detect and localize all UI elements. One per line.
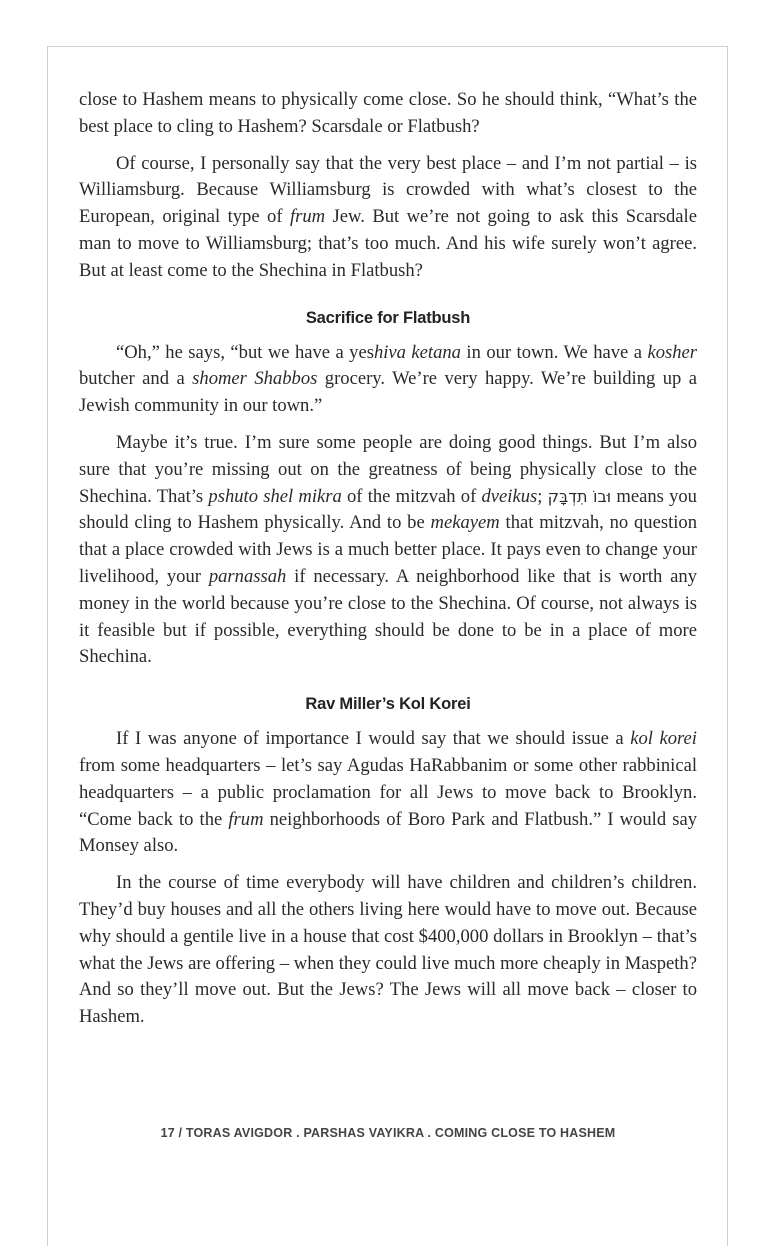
section-heading: Sacrifice for Flatbush: [305, 308, 471, 327]
text-run: In the course of time everybody will have children and children’s children. They’d buy houses and all the others living here would have to move out. Because why should a gentile live in a house that cost $400,000 dollars in Brooklyn – that’s what the Jews are offering – when they could live much more cheaply in Maspeth? And so they’ll move out. But the Jews? The Jews will all move back – closer to Hashem.: [79, 872, 697, 1028]
text-run: Maybe it’s true. I’m sure some people are doing good things. But I’m also sure that you’re missing out on the greatness of being physically close to the Shechina. That’s: [79, 431, 697, 507]
text-run: Jew. But we’re not going to ask this Scarsdale man to move to Williamsburg; that’s too much. And his wife surely won’t agree. But at least come to the Shechina in Flatbush?: [79, 206, 697, 281]
text-run: from some headquarters – let’s say Agudas HaRabbanim or some other rabbinical headquarters – a public proclamation for all Jews to move back to Brooklyn. “Come back to the: [79, 754, 697, 830]
text-run: grocery. We’re very happy. We’re building up a Jewish community in our town.”: [79, 368, 697, 417]
text-run: Of course, I personally say that the very best place – and I’m not partial – is Williamsburg. Because Williamsburg is crowded with what’s closest to the European, original type of: [79, 152, 697, 228]
italic-text: frum: [228, 808, 264, 830]
italic-text: frum: [289, 206, 326, 228]
hebrew-text: וּבוֹ תִדְבָּק: [547, 486, 612, 506]
paragraph: [79, 151, 697, 285]
italic-text: shomer Shabbos: [192, 368, 318, 390]
section-heading: Rav Miller’s Kol Korei: [305, 695, 471, 714]
italic-text: parnassah: [208, 565, 287, 587]
text-run: that mitzvah, no question that a place crowded with Jews is a much better place. It pays even to change your livelihood, your: [79, 512, 697, 587]
page-footer: 17 / TORAS AVIGDOR . PARSHAS VAYIKRA . COMING CLOSE TO HASHEM: [160, 1126, 616, 1140]
italic-text: kosher: [647, 341, 698, 363]
text-run: of the mitzvah of: [341, 485, 482, 507]
text-run: in our town. We have a: [460, 341, 648, 363]
text-run: neighborhoods of Boro Park and Flatbush.” I would say Monsey also.: [79, 808, 698, 857]
paragraph: [79, 430, 697, 671]
italic-text: dveikus: [481, 485, 538, 507]
paragraph: [79, 340, 697, 420]
italic-text: kol korei: [630, 728, 697, 750]
text-run: ;: [537, 485, 548, 507]
italic-text: pshuto shel mikra: [208, 485, 342, 507]
paragraph: [79, 870, 697, 1031]
page-body: [79, 87, 697, 1041]
text-run: means you should cling to Hashem physically. And to be: [79, 485, 697, 534]
text-run: if necessary. A neighborhood like that is worth any money in the world because you’re close to the Shechina. Of course, not always is it feasible but if possible, everything should be done to be in a place of more Shechina.: [79, 565, 697, 668]
paragraph: [79, 726, 697, 860]
italic-text: mekayem: [430, 512, 500, 534]
text-run: butcher and a: [79, 368, 193, 390]
text-run: If I was anyone of importance I would say that we should issue a: [116, 728, 631, 750]
text-run: “Oh,” he says, “but we have a yes: [116, 341, 374, 363]
text-run: close to Hashem means to physically come close. So he should think, “What’s the best place to cling to Hashem? Scarsdale or Flatbush?: [79, 89, 697, 137]
italic-text: hiva ketana: [373, 341, 461, 363]
paragraph: [79, 87, 697, 141]
